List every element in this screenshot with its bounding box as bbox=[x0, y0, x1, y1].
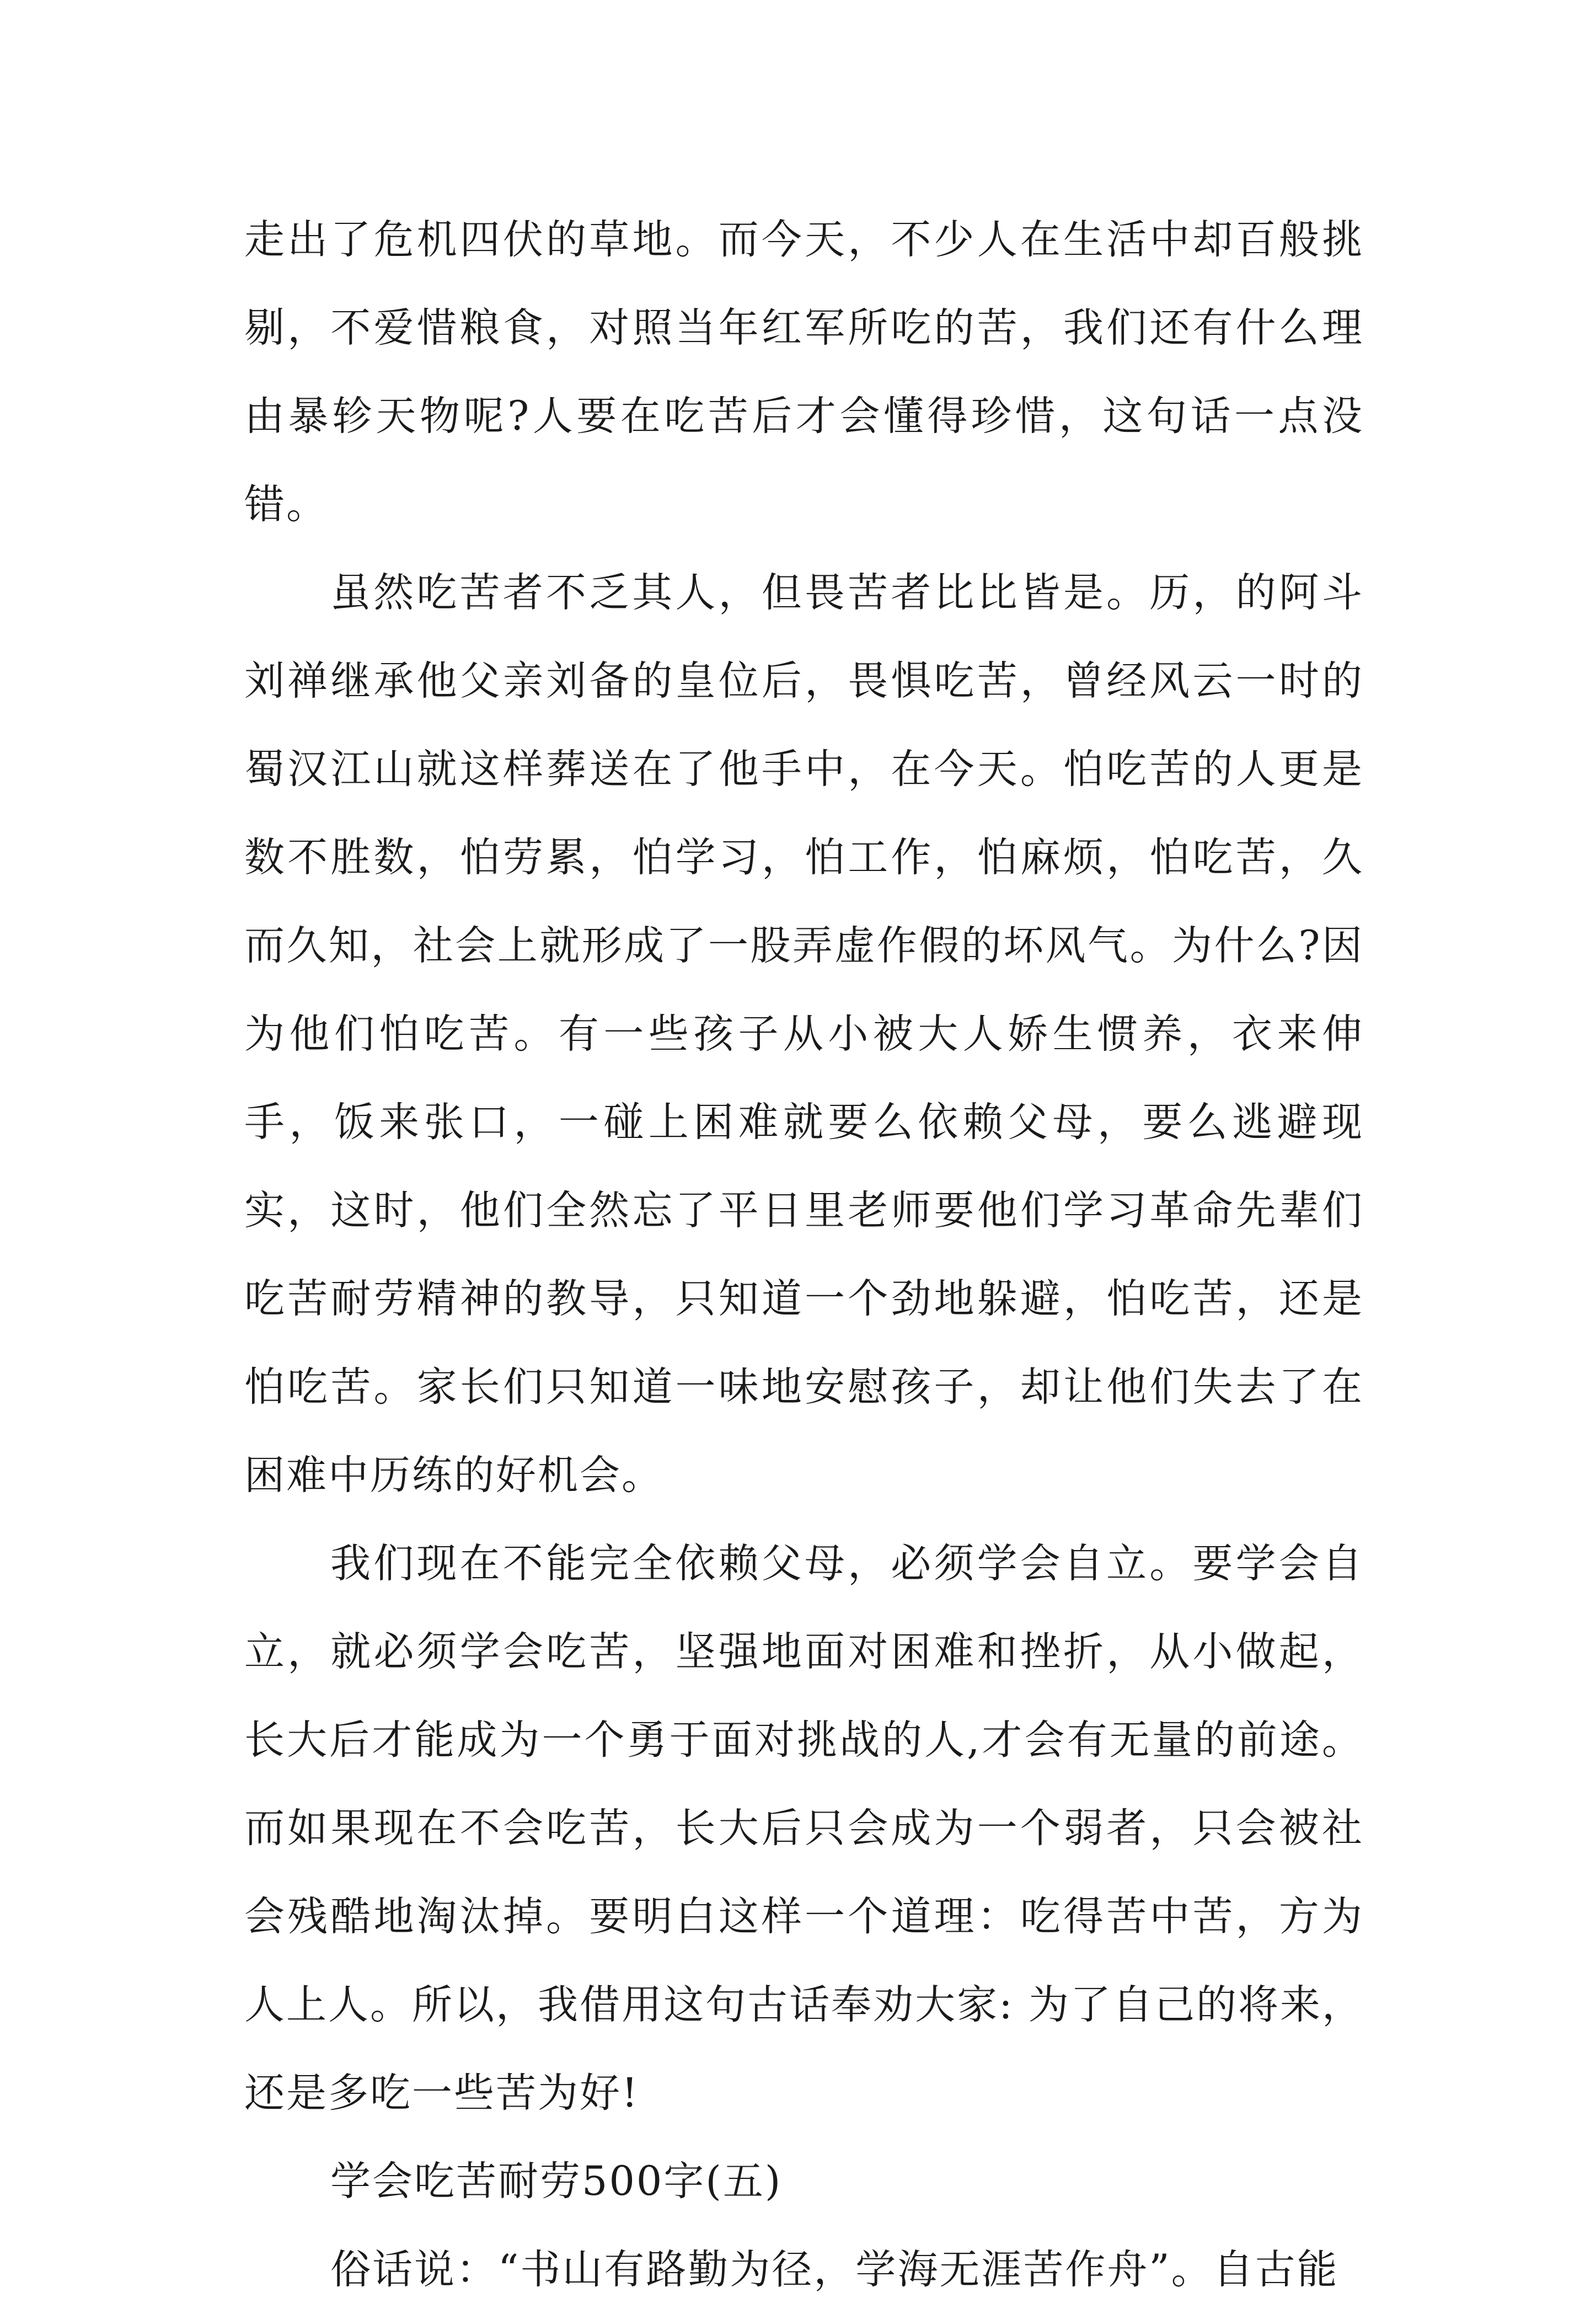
paragraph-1: 走出了危机四伏的草地。而今天，不少人在生活中却百般挑剔，不爱惜粮食，对照当年红军所吃的苦，我们还有什么理由暴轸天物呢?人要在吃苦后才会懂得珍惜，这句话一点没错。 bbox=[244, 216, 1364, 528]
paragraph-2: 虽然吃苦者不乏其人，但畏苦者比比皆是。历，的阿斗刘禅继承他父亲刘备的皇位后，畏惧吃苦，曾经风云一时的蜀汉江山就这样葬送在了他手中，在今天。怕吃苦的人更是数不胜数，怕劳累，怕学习，怕工作，怕麻烦，怕吃苦，久而久知，社会上就形成了一股弄虚作假的坏风气。为什么?因为他们怕吃苦。有一些孩子从小被大人娇生惯养，衣来伸手，饭来张口，一碰上困难就要么依赖父母，要么逃避现实，这时，他们全然忘了平日里老师要他们学习革命先辈们吃苦耐劳精神的教导，只知道一个劲地躲避，怕吃苦，还是怕吃苦。家长们只知道一味地安慰孩子，却让他们失去了在困难中历练的好机会。 bbox=[244, 569, 1364, 1499]
document-body bbox=[244, 196, 1364, 2314]
section-heading: 学会吃苦耐劳500字(五) bbox=[330, 2158, 783, 2205]
paragraph-3: 我们现在不能完全依赖父母，必须学会自立。要学会自立，就必须学会吃苦，坚强地面对困难和挫折，从小做起，长大后才能成为一个勇于面对挑战的人,才会有无量的前途。而如果现在不会吃苦，长大后只会成为一个弱者，只会被社会残酷地淘汰掉。要明白这样一个道理：吃得苦中苦，方为人上人。所以，我借用这句古话奉劝大家: 为了自己的将来，还是多吃一些苦为好! bbox=[244, 1540, 1364, 2117]
paragraph-4: 俗话说：“书山有路勤为径，学海无涯苦作舟”。自古能 bbox=[330, 2246, 1339, 2293]
